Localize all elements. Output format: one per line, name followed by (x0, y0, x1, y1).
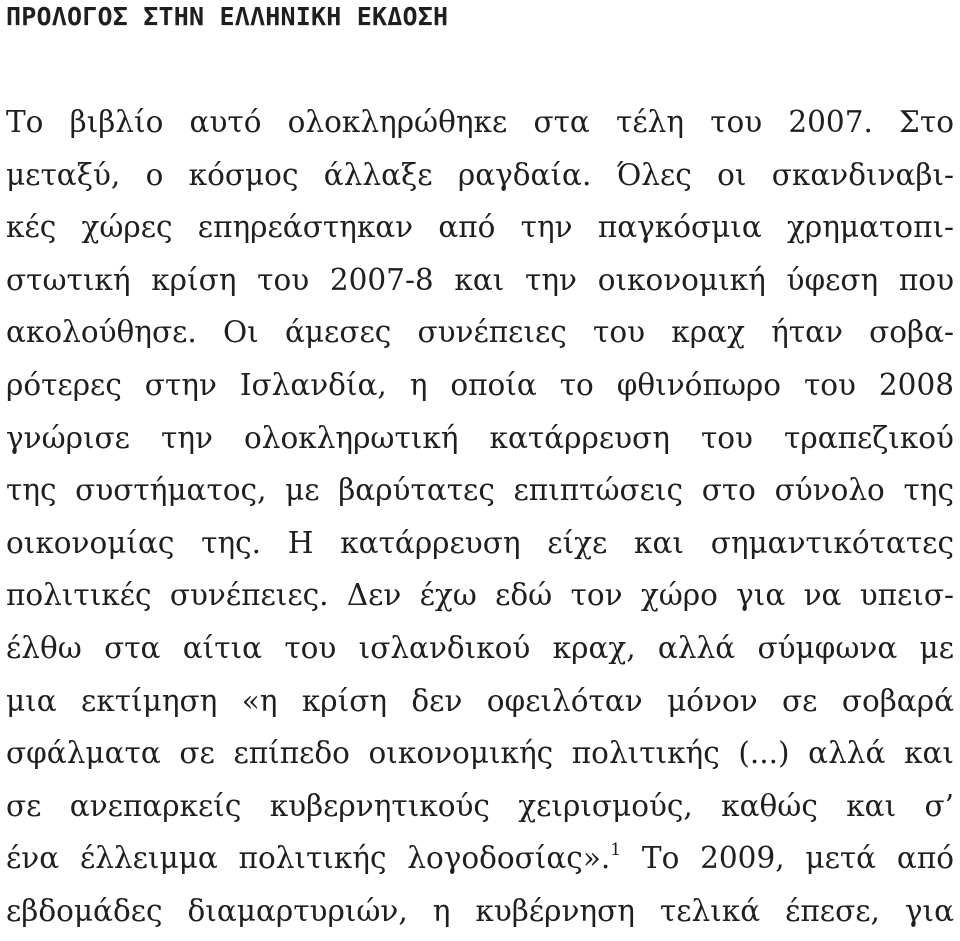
text-line: μεταξύ, ο κόσμος άλλαξε ραγδαία. Όλες οι σκανδιναβι- (6, 157, 954, 192)
footnote-following-text: Το 2009, μετά από (621, 841, 954, 876)
chapter-heading: ΠΡΟΛΟΓΟΣ ΣΤΗΝ ΕΛΛΗΝΙΚΗ ΕΚΔΟΣΗ (6, 2, 449, 31)
text-line: πολιτικές συνέπειες. Δεν έχω εδώ τον χώρο για να υπεισ- (6, 578, 954, 613)
text-line: οικονομίας της. Η κατάρρευση είχε και σημαντικότατες (6, 525, 954, 560)
body-paragraph (6, 96, 954, 938)
text-line: γνώρισε την ολοκληρωτική κατάρρευση του τραπεζικού (6, 420, 954, 455)
text-line: κές χώρες επηρεάστηκαν από την παγκόσμια χρηματοπι- (6, 210, 954, 245)
text-line-with-footnote (6, 832, 954, 885)
text-line: της συστήματος, με βαρύτατες επιπτώσεις στο σύνολο της (6, 473, 954, 508)
footnote-marker[interactable]: 1 (610, 840, 622, 861)
text-line: Το βιβλίο αυτό ολοκληρώθηκε στα τέλη του 2007. Στο (6, 105, 954, 139)
text-line: σε ανεπαρκείς κυβερνητικούς χειρισμούς, καθώς και σ’ (6, 788, 954, 823)
text-line: έλθω στα αίτια του ισλανδικού κραχ, αλλά σύμφωνα με (6, 630, 954, 665)
text-line: στωτική κρίση του 2007-8 και την οικονομική ύφεση που (6, 262, 954, 297)
footnote-preceding-text: ένα έλλειμμα πολιτικής λογοδοσίας». (6, 841, 611, 876)
text-line: μια εκτίμηση «η κρίση δεν οφειλόταν μόνον σε σοβαρά (6, 683, 954, 718)
text-line: ρότερες στην Ισλανδία, η οποία το φθινόπωρο του 2008 (6, 367, 954, 402)
text-line: εβδομάδες διαμαρτυριών, η κυβέρνηση τελικά έπεσε, για (6, 893, 954, 928)
text-line: σφάλματα σε επίπεδο οικονομικής πολιτικής (...) αλλά και (6, 736, 954, 771)
text-line: ακολούθησε. Οι άμεσες συνέπειες του κραχ ήταν σοβα- (6, 315, 954, 350)
